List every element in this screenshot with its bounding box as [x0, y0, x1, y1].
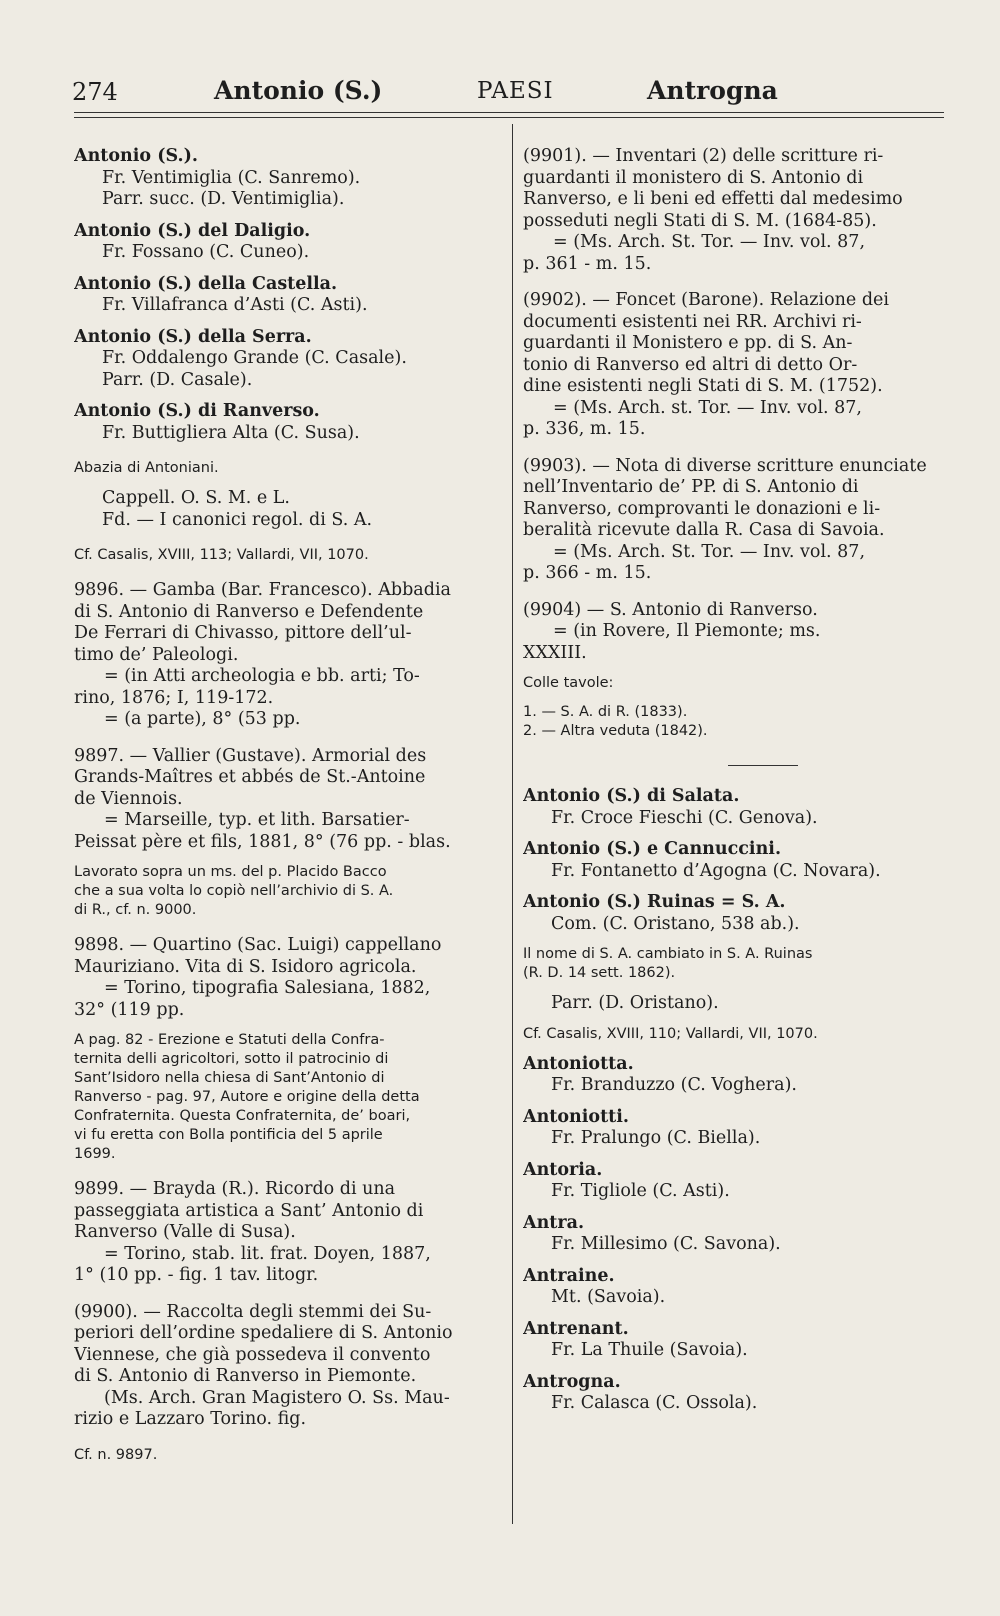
text-line: Mt. (Savoia). — [551, 1287, 666, 1307]
text-line: p. 361 - m. 15. — [523, 253, 652, 274]
text-line: Ranverso (Valle di Susa). — [74, 1222, 296, 1242]
text-line: periori dell’ordine spedaliere di S. Antonio — [74, 1323, 453, 1343]
text-line: = Torino, tipografia Salesiana, 1882, — [104, 978, 431, 998]
text-line: posseduti negli Stati di S. M. (1684-85). — [523, 210, 877, 231]
text-line: Com. (C. Oristano, 538 ab.). — [551, 913, 800, 934]
text-line: 1° (10 pp. - fig. 1 tav. litogr. — [74, 1265, 319, 1285]
text-line: Fr. Villafranca d’Asti (C. Asti). — [102, 295, 368, 315]
text-line: vi fu eretta con Bolla pontificia del 5 aprile — [74, 1127, 383, 1143]
text-line: Antonio (S.) del Daligio. — [74, 220, 311, 241]
text-line: Fr. Fontanetto d’Agogna (C. Novara). — [551, 860, 881, 881]
text-line: Cf. Casalis, XVIII, 110; Vallardi, VII, 1070. — [523, 1025, 818, 1042]
text-line: di S. Antonio di Ranverso e Defendente — [74, 601, 424, 622]
text-line: = Torino, stab. lit. frat. Doyen, 1887, — [104, 1243, 431, 1264]
text-line: Mauriziano. Vita di S. Isidoro agricola. — [74, 956, 417, 977]
text-line: = (in Rovere, Il Piemonte; ms. — [553, 621, 821, 641]
text-line: Fr. Fossano (C. Cuneo). — [102, 242, 310, 262]
text-line: Antonio (S.) di Ranverso. — [74, 401, 320, 421]
text-line: Antraine. — [523, 1265, 615, 1286]
header-center-title: PAESI — [477, 78, 554, 104]
text-line: de Viennois. — [74, 788, 183, 809]
text-line: = (Ms. Arch. St. Tor. — Inv. vol. 87, — [553, 541, 866, 562]
text-line: 2. — Altra veduta (1842). — [523, 723, 708, 739]
text-line: Fr. Buttigliera Alta (C. Susa). — [102, 422, 360, 443]
text-line: 9896. — Gamba (Bar. Francesco). Abbadia — [74, 580, 451, 600]
header-rule-top — [74, 112, 944, 113]
text-line: Antrenant. — [523, 1318, 629, 1339]
text-line: guardanti il Monistero e pp. di S. An- — [523, 333, 853, 353]
page-header — [72, 74, 942, 114]
page-number: 274 — [72, 78, 118, 106]
text-line: rizio e Lazzaro Torino. fig. — [74, 1409, 307, 1429]
text-line: guardanti il monistero di S. Antonio di — [523, 167, 864, 188]
text-line: passeggiata artistica a Sant’ Antonio di — [74, 1200, 424, 1221]
right-column — [523, 146, 943, 1415]
header-left-title: Antonio (S.) — [214, 76, 383, 105]
text-line: (9903). — Nota di diverse scritture enunciate — [523, 455, 927, 476]
text-line: Ranverso - pag. 97, Autore e origine della detta — [74, 1089, 420, 1105]
column-divider — [512, 124, 513, 1524]
text-line: Fr. Tigliole (C. Asti). — [551, 1181, 730, 1201]
text-line: Fr. Ventimiglia (C. Sanremo). — [102, 167, 361, 188]
text-line: 1699. — [74, 1146, 116, 1162]
text-line: = (Ms. Arch. st. Tor. — Inv. vol. 87, — [553, 397, 862, 418]
header-right-title: Antrogna — [647, 76, 778, 105]
text-line: Antonio (S.) di Salata. — [523, 786, 740, 806]
text-line: (Ms. Arch. Gran Magistero O. Ss. Mau- — [104, 1387, 450, 1408]
text-line: Antonio (S.) Ruinas = S. A. — [523, 892, 786, 912]
text-line: ternita delli agricoltori, sotto il patrocinio di — [74, 1051, 389, 1067]
text-line: Fd. — I canonici regol. di S. A. — [102, 509, 373, 530]
text-line: Grands-Maîtres et abbés de St.-Antoine — [74, 767, 426, 787]
text-line: = (in Atti archeologia e bb. arti; To- — [104, 666, 420, 686]
text-line: (9900). — Raccolta degli stemmi dei Su- — [74, 1301, 432, 1322]
text-line: timo de’ Paleologi. — [74, 644, 239, 665]
text-line: Fr. Calasca (C. Ossola). — [551, 1393, 758, 1413]
text-line: Ranverso, e li beni ed effetti dal medesimo — [523, 189, 903, 209]
text-line: Viennese, che già possedeva il convento — [74, 1344, 431, 1365]
text-line: Fr. La Thuile (Savoia). — [551, 1340, 748, 1360]
text-line: (9901). — Inventari (2) delle scritture ri- — [523, 146, 884, 166]
text-line: Antoniotta. — [523, 1053, 634, 1074]
text-line: che a sua volta lo copiò nell’archivio di S. A. — [74, 883, 394, 899]
text-line: Antonio (S.). — [74, 146, 198, 166]
text-line: De Ferrari di Chivasso, pittore dell’ul- — [74, 623, 412, 643]
text-line: Antra. — [523, 1212, 585, 1233]
text-line: Confraternita. Questa Confraternita, de’ boari, — [74, 1108, 411, 1124]
text-line: A pag. 82 - Erezione e Statuti della Confra- — [74, 1032, 385, 1048]
text-line: 9898. — Quartino (Sac. Luigi) cappellano — [74, 935, 442, 955]
text-line: documenti esistenti nei RR. Archivi ri- — [523, 311, 862, 332]
text-line: p. 366 - m. 15. — [523, 563, 652, 583]
text-line: Fr. Pralungo (C. Biella). — [551, 1128, 761, 1148]
text-line: Cf. n. 9897. — [74, 1446, 158, 1463]
text-line: tonio di Ranverso ed altri di detto Or- — [523, 354, 858, 375]
text-line: 1. — S. A. di R. (1833). — [523, 704, 688, 720]
text-line: Fr. Branduzzo (C. Voghera). — [551, 1075, 797, 1095]
text-line: Antoniotti. — [523, 1106, 630, 1127]
text-line: Abazia di Antoniani. — [74, 460, 219, 476]
text-line: Antrogna. — [523, 1371, 621, 1392]
text-line: 9899. — Brayda (R.). Ricordo di una — [74, 1179, 396, 1199]
text-line: dine esistenti negli Stati di S. M. (1752). — [523, 376, 883, 396]
text-line: di S. Antonio di Ranverso in Piemonte. — [74, 1366, 417, 1386]
text-line: Cappell. O. S. M. e L. — [102, 488, 290, 508]
text-line: XXXIII. — [523, 642, 587, 663]
text-line: Sant’Isidoro nella chiesa di Sant’Antonio di — [74, 1070, 385, 1086]
text-line: Antonio (S.) della Castella. — [74, 273, 338, 294]
text-line: 32° (119 pp. — [74, 999, 185, 1020]
text-line: p. 336, m. 15. — [523, 419, 646, 439]
text-line: Parr. (D. Casale). — [102, 369, 253, 390]
text-line: Antonio (S.) della Serra. — [74, 326, 312, 347]
text-line: 9897. — Vallier (Gustave). Armorial des — [74, 745, 427, 766]
left-column — [74, 146, 504, 1465]
section-separator — [728, 765, 798, 766]
text-line: Fr. Oddalengo Grande (C. Casale). — [102, 348, 407, 368]
text-line: beralità ricevute dalla R. Casa di Savoia. — [523, 520, 885, 540]
text-line: = (Ms. Arch. St. Tor. — Inv. vol. 87, — [553, 232, 866, 252]
text-line: = Marseille, typ. et lith. Barsatier- — [104, 810, 410, 830]
text-line: Cf. Casalis, XVIII, 113; Vallardi, VII, 1070. — [74, 547, 369, 563]
text-line: Lavorato sopra un ms. del p. Placido Bacco — [74, 864, 387, 880]
text-line: Antoria. — [523, 1159, 603, 1180]
text-line: Antonio (S.) e Cannuccini. — [523, 839, 782, 859]
header-rule-bottom — [74, 117, 944, 118]
text-line: di R., cf. n. 9000. — [74, 902, 197, 918]
text-line: Parr. (D. Oristano). — [551, 993, 719, 1013]
text-line: Parr. succ. (D. Ventimiglia). — [102, 189, 345, 209]
text-line: = (a parte), 8° (53 pp. — [104, 709, 301, 729]
text-line: Il nome di S. A. cambiato in S. A. Ruinas — [523, 946, 813, 962]
text-line: Fr. Croce Fieschi (C. Genova). — [551, 807, 818, 828]
text-line: (9904) — S. Antonio di Ranverso. — [523, 599, 818, 620]
text-line: Ranverso, comprovanti le donazioni e li- — [523, 498, 881, 519]
text-line: Peissat père et fils, 1881, 8° (76 pp. - blas. — [74, 831, 451, 852]
text-line: (R. D. 14 sett. 1862). — [523, 965, 676, 981]
text-line: nell’Inventario de’ PP. di S. Antonio di — [523, 477, 859, 497]
text-line: Colle tavole: — [523, 675, 614, 691]
text-line: (9902). — Foncet (Barone). Relazione dei — [523, 290, 889, 310]
text-line: Fr. Millesimo (C. Savona). — [551, 1234, 781, 1254]
text-line: rino, 1876; I, 119-172. — [74, 687, 274, 708]
